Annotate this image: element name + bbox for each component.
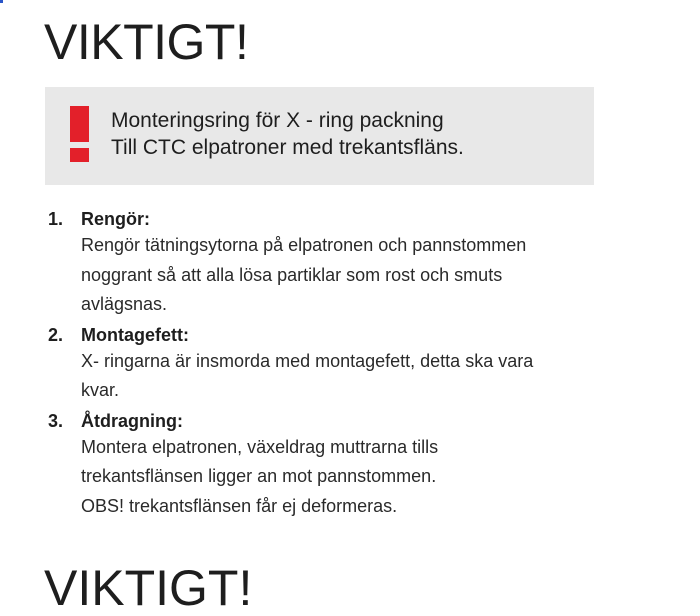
step-heading-row — [48, 323, 608, 347]
steps-list — [48, 207, 608, 524]
step-text-line: Rengör tätningsytorna på elpatronen och pannstommen — [81, 235, 527, 255]
step-body — [81, 231, 608, 320]
notice-line-1: Monteringsring för X - ring packning — [111, 109, 444, 132]
step-text-line: Montera elpatronen, växeldrag muttrarna tills — [81, 436, 439, 457]
step-body — [81, 433, 608, 522]
notice-text — [111, 107, 464, 161]
step-heading: Montagefett: — [81, 324, 189, 345]
step-text-line: OBS! trekantsflänsen får ej deformeras. — [81, 495, 398, 516]
exclamation-icon — [66, 106, 94, 162]
step-text-line: kvar. — [81, 380, 120, 400]
exclamation-dot — [70, 148, 89, 162]
step-heading-row — [48, 207, 608, 231]
notice-line-2: Till CTC elpatroner med trekantsfläns. — [111, 136, 464, 159]
notice-box — [45, 87, 594, 185]
step-heading-row — [48, 409, 608, 433]
exclamation-bar — [70, 106, 89, 142]
step-body — [81, 347, 608, 406]
corner-mark — [0, 0, 3, 3]
step-text-line: avlägsnas. — [81, 294, 168, 314]
step-heading: Åtdragning: — [81, 410, 183, 431]
page-title: VIKTIGT! — [44, 14, 249, 70]
step-number: 1. — [48, 209, 64, 229]
step-text-line: noggrant så att alla lösa partiklar som rost och smuts — [81, 264, 503, 285]
step-number: 3. — [48, 410, 64, 431]
step-item — [48, 409, 608, 522]
step-heading: Rengör: — [81, 209, 150, 229]
next-section-title: VIKTIGT! — [44, 560, 253, 616]
step-item — [48, 323, 608, 406]
step-text-line: X- ringarna är insmorda med montagefett, detta ska vara — [81, 350, 534, 371]
step-item — [48, 207, 608, 320]
step-number: 2. — [48, 324, 64, 345]
step-text-line: trekantsflänsen ligger an mot pannstommen. — [81, 466, 437, 486]
